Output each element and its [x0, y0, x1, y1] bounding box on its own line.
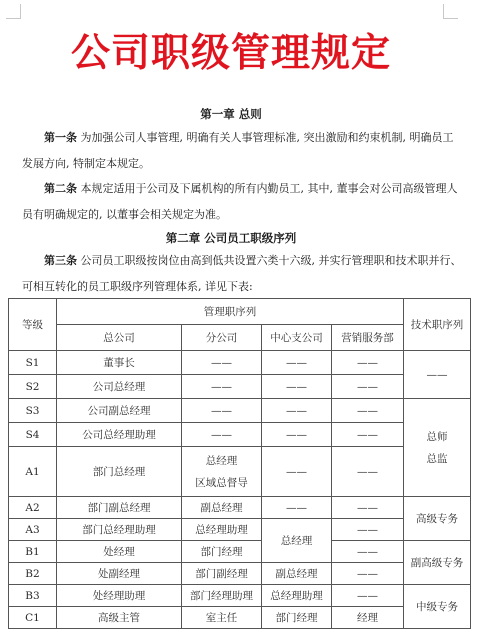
branch-label: 区域总督导	[195, 476, 248, 489]
dash-cell: ——	[262, 399, 332, 423]
article-lead: 第二条	[44, 182, 77, 195]
center-cell: 部门经理	[262, 607, 332, 629]
branch-cell: 部门经理助理	[182, 585, 262, 607]
table-row	[9, 423, 471, 447]
tech-cell: 副高级专务	[404, 541, 471, 585]
chapter-heading: 第二章 公司员工职级序列	[165, 231, 297, 245]
branch-label: 总经理	[205, 454, 238, 467]
hq-cell: 董事长	[57, 351, 182, 375]
branch-cell	[182, 447, 262, 497]
grade-cell: S3	[9, 399, 57, 423]
header-grade: 等级	[9, 299, 57, 351]
center-cell: 总经理	[262, 519, 332, 563]
table-row	[9, 541, 471, 563]
grade-table	[8, 298, 471, 629]
tech-label: 总师	[426, 430, 448, 443]
dash-cell: ——	[332, 351, 404, 375]
branch-cell: 部门副经理	[182, 563, 262, 585]
hq-cell: 处经理	[57, 541, 182, 563]
tech-cell	[404, 399, 471, 497]
table-row	[9, 585, 471, 607]
table-row	[9, 375, 471, 399]
header-center: 中心支公司	[262, 325, 332, 351]
tech-cell: 中级专务	[404, 585, 471, 629]
header-sales: 营销服务部	[332, 325, 404, 351]
table-row	[9, 607, 471, 629]
center-cell: 总经理助理	[262, 585, 332, 607]
article-text: 本规定适用于公司及下属机构的所有内勤员工, 其中, 董事会对公司高级管理人员有明确规定的, 以董事会相关规定为准。	[22, 182, 458, 221]
article-text: 为加强公司人事管理, 明确有关人事管理标准, 突出激励和约束机制, 明确员工发展方向, 特制定本规定。	[22, 131, 454, 170]
header-tech: 技术职序列	[404, 299, 471, 351]
branch-cell: 总经理助理	[182, 519, 262, 541]
chapter-heading: 第一章 总则	[200, 107, 262, 121]
tech-cell: ——	[404, 351, 471, 399]
grade-cell: S1	[9, 351, 57, 375]
table-row	[9, 399, 471, 423]
table-row	[9, 447, 471, 497]
grade-cell: A1	[9, 447, 57, 497]
article-lead: 第三条	[44, 254, 77, 267]
header-hq: 总公司	[57, 325, 182, 351]
dash-cell: ——	[332, 541, 404, 563]
dash-cell: ——	[332, 563, 404, 585]
hq-cell: 公司副总经理	[57, 399, 182, 423]
grade-cell: S2	[9, 375, 57, 399]
dash-cell: ——	[332, 585, 404, 607]
dash-cell: ——	[332, 497, 404, 519]
dash-cell: ——	[182, 399, 262, 423]
grade-cell: B3	[9, 585, 57, 607]
tech-cell: 高级专务	[404, 497, 471, 541]
hq-cell: 处副经理	[57, 563, 182, 585]
article-paragraph	[22, 176, 462, 228]
dash-cell: ——	[262, 351, 332, 375]
branch-cell: 部门经理	[182, 541, 262, 563]
document-title: 公司职级管理规定	[70, 31, 391, 76]
dash-cell: ——	[182, 375, 262, 399]
dash-cell: ——	[332, 519, 404, 541]
hq-cell: 部门副总经理	[57, 497, 182, 519]
crop-mark	[6, 4, 21, 19]
grade-cell: A2	[9, 497, 57, 519]
crop-mark	[443, 4, 458, 19]
dash-cell: ——	[332, 423, 404, 447]
hq-cell: 部门总经理	[57, 447, 182, 497]
header-branch: 分公司	[182, 325, 262, 351]
header-mgmt: 管理职序列	[57, 299, 404, 325]
dash-cell: ——	[332, 399, 404, 423]
grade-cell: C1	[9, 607, 57, 629]
dash-cell: ——	[332, 375, 404, 399]
table-row	[9, 519, 471, 541]
tech-label: 总监	[426, 452, 448, 465]
grade-cell: B2	[9, 563, 57, 585]
dash-cell: ——	[332, 447, 404, 497]
hq-cell: 高级主管	[57, 607, 182, 629]
article-text: 公司员工职级按岗位由高到低共设置六类十六级, 并实行管理职和技术职并行、可相互转化的员工职级序列管理体系, 详见下表:	[22, 254, 462, 293]
dash-cell: ——	[262, 423, 332, 447]
dash-cell: ——	[182, 423, 262, 447]
table-row	[9, 497, 471, 519]
hq-cell: 公司总经理助理	[57, 423, 182, 447]
branch-cell: 室主任	[182, 607, 262, 629]
article-lead: 第一条	[44, 131, 77, 144]
hq-cell: 部门总经理助理	[57, 519, 182, 541]
grade-cell: B1	[9, 541, 57, 563]
article-paragraph	[22, 125, 462, 177]
dash-cell: ——	[262, 497, 332, 519]
dash-cell: ——	[182, 351, 262, 375]
branch-cell: 副总经理	[182, 497, 262, 519]
sales-cell: 经理	[332, 607, 404, 629]
article-paragraph	[22, 248, 462, 300]
table-row	[9, 351, 471, 375]
hq-cell: 公司总经理	[57, 375, 182, 399]
grade-cell: A3	[9, 519, 57, 541]
grade-cell: S4	[9, 423, 57, 447]
table-row	[9, 563, 471, 585]
hq-cell: 处经理助理	[57, 585, 182, 607]
dash-cell: ——	[262, 447, 332, 497]
dash-cell: ——	[262, 375, 332, 399]
center-cell: 副总经理	[262, 563, 332, 585]
